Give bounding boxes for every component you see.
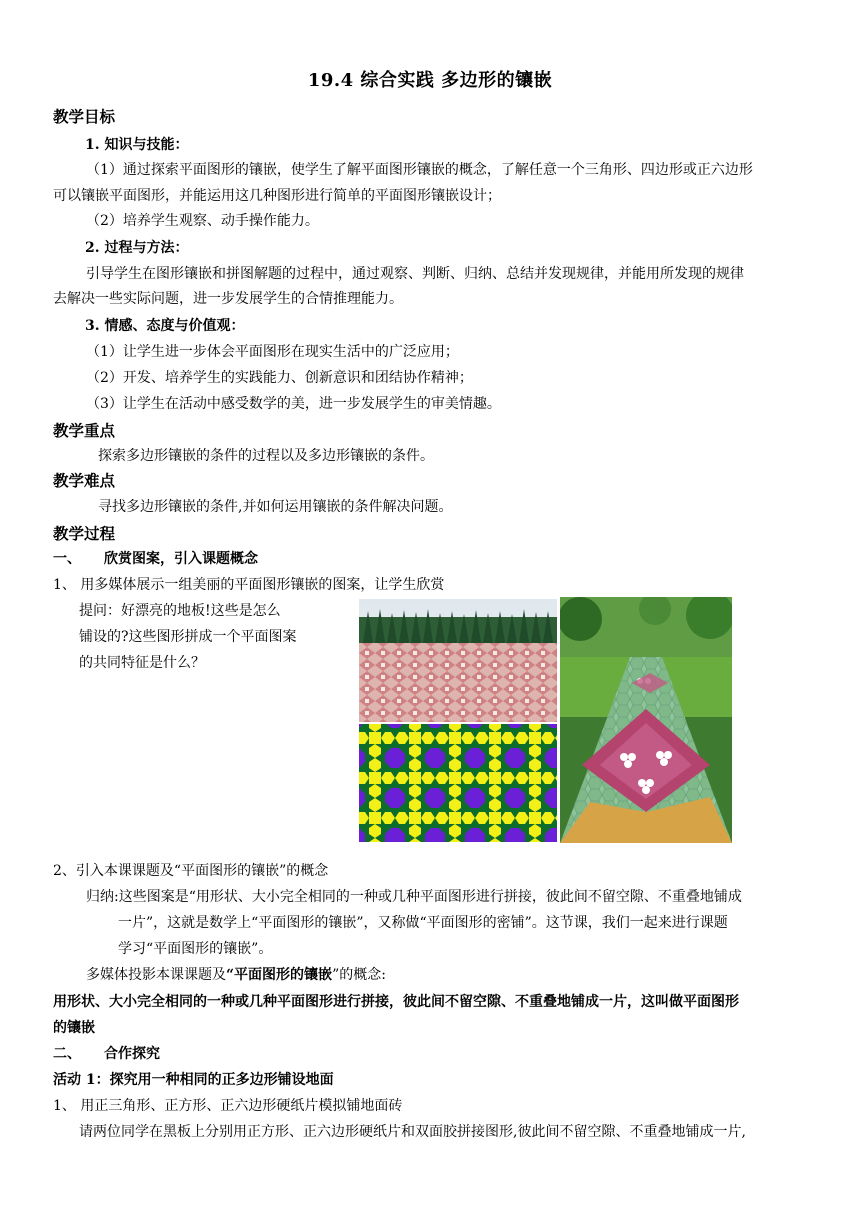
goal-2-line-1: 引导学生在图形镶嵌和拼图解题的过程中，通过观察、判断、归纳、总结并发现规律，并能用所发现的规律 <box>86 266 744 282</box>
part-2-title: 合作探究 <box>104 1046 160 1062</box>
question-line-2: 铺设的?这些图形拼成一个平面图案 <box>79 629 297 645</box>
plaza-tiles-photo <box>359 599 557 722</box>
goal-2-title: 2. 过程与方法： <box>85 240 189 256</box>
part-1-title: 欣赏图案，引入课题概念 <box>104 551 258 567</box>
goal-1-para-1-line-1: （1）通过探索平面图形的镶嵌，使学生了解平面图形镶嵌的概念，了解任意一个三角形、四边形或正六边形 <box>86 162 753 178</box>
activity-line: 请两位同学在黑板上分别用正方形、正六边形硬纸片和双面胶拼接图形,彼此间不留空隙、不重叠地铺成一片, <box>79 1124 746 1140</box>
part-2-number: 二、 <box>53 1046 81 1062</box>
goal-1-title: 1. 知识与技能： <box>85 137 189 153</box>
goal-1-para-2: （2）培养学生观察、动手操作能力。 <box>86 213 319 229</box>
goal-2-line-2: 去解决一些实际问题，进一步发展学生的合情推理能力。 <box>53 291 403 307</box>
projection-suffix: ”的概念: <box>332 967 386 983</box>
difficulty-text: 寻找多边形镶嵌的条件,并如何运用镶嵌的条件解决问题。 <box>98 499 453 515</box>
summary-line-3: 学习“平面图形的镶嵌”。 <box>118 941 273 957</box>
definition-line-1: 用形状、大小完全相同的一种或几种平面图形进行拼接，彼此间不留空隙、不重叠地铺成一片，这叫做平面图形 <box>53 994 739 1010</box>
goal-3-para-2: （2）开发、培养学生的实践能力、创新意识和团结协作精神； <box>86 370 473 386</box>
heading-process: 教学过程 <box>53 524 116 543</box>
park-walkway-photo <box>560 597 732 843</box>
projection-prefix: 多媒体投影本课课题及 <box>86 967 226 983</box>
page-title: 19.4 综合实践 多边形的镶嵌 <box>307 70 553 91</box>
definition-line-2: 的镶嵌 <box>53 1020 95 1036</box>
part-1-number: 一、 <box>53 551 81 567</box>
goal-1-para-1-line-2: 可以镶嵌平面图形，并能运用这几种图形进行简单的平面图形镶嵌设计； <box>53 188 501 204</box>
summary-line-2: 一片”，这就是数学上“平面图形的镶嵌”，又称做“平面图形的密铺”。这节课，我们一起来进行课题 <box>118 915 728 931</box>
question-line-3: 的共同特征是什么？ <box>79 655 205 671</box>
item-2: 2、引入本课课题及“平面图形的镶嵌”的概念 <box>53 863 329 879</box>
projection-bold: “平面图形的镶嵌 <box>226 967 333 983</box>
key-point-text: 探索多边形镶嵌的条件的过程以及多边形镶嵌的条件。 <box>98 448 434 464</box>
goal-3-title: 3. 情感、态度与价值观： <box>85 318 245 334</box>
goal-3-para-1: （1）让学生进一步体会平面图形在现实生活中的广泛应用； <box>86 344 459 360</box>
projection-line <box>86 965 386 985</box>
activity-item-1: 1、 用正三角形、正方形、正六边形硬纸片模拟铺地面砖 <box>53 1098 403 1114</box>
question-line-1: 提问：好漂亮的地板!这些是怎么 <box>79 603 281 619</box>
summary-line-1: 归纳:这些图案是“用形状、大小完全相同的一种或几种平面图形进行拼接，彼此间不留空隙、不重叠地铺成 <box>86 889 742 905</box>
item-1: 1、 用多媒体展示一组美丽的平面图形镶嵌的图案，让学生欣赏 <box>53 577 445 593</box>
octagon-tessellation-graphic <box>359 724 557 842</box>
heading-key-point: 教学重点 <box>53 421 116 440</box>
activity-1-title: 活动 1：探究用一种相同的正多边形铺设地面 <box>53 1072 334 1088</box>
heading-difficulty: 教学难点 <box>53 471 116 490</box>
heading-goals: 教学目标 <box>53 107 116 126</box>
goal-3-para-3: （3）让学生在活动中感受数学的美，进一步发展学生的审美情趣。 <box>86 396 501 412</box>
